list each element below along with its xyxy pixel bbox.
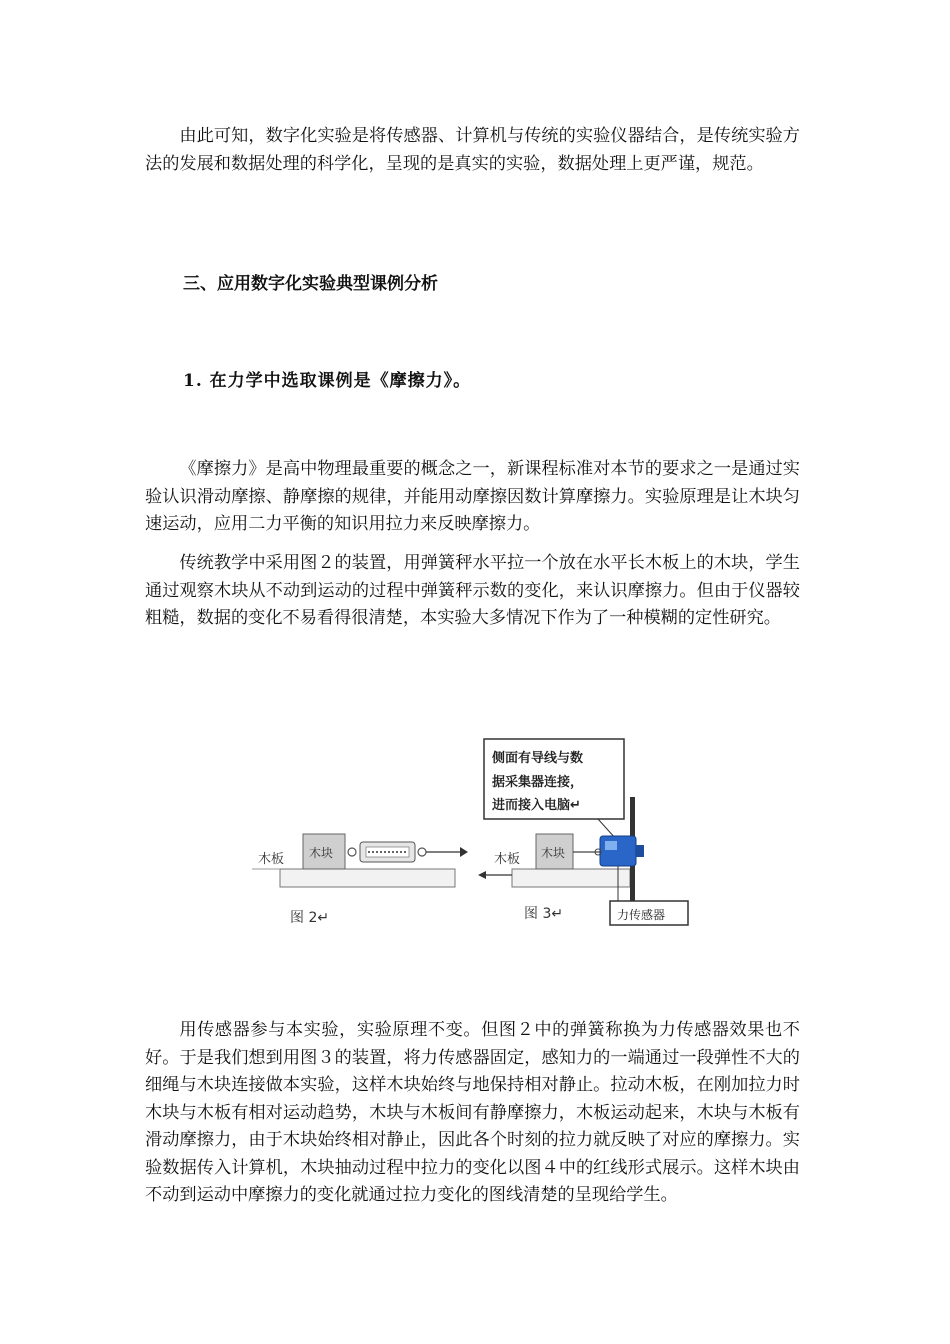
fig2-board <box>280 869 455 887</box>
fig2-caption: 图 2↵ <box>290 910 330 926</box>
fig3-callout-line1: 侧面有导线与数 <box>492 751 584 766</box>
figure-2 <box>252 834 468 926</box>
subsection-heading: 1. 在力学中选取课例是《摩擦力》。 <box>183 371 472 391</box>
fig3-board <box>512 869 630 887</box>
paragraph-friction-intro: 《摩擦力》是高中物理最重要的概念之一，新课程标准对本节的要求之一是通过实验认识滑动摩擦、静摩擦的规律，并能用动摩擦因数计算摩擦力。实验原理是让木块匀速运动，应用二力平衡的知识用拉力来反映摩擦力。 <box>145 459 800 534</box>
fig3-callout-line3: 进而接入电脑↵ <box>492 798 581 813</box>
section-heading: 三、应用数字化实验典型课例分析 <box>183 274 438 294</box>
fig2-arrow-head <box>460 847 468 857</box>
fig3-sensor-label: 力传感器 <box>617 908 666 922</box>
paragraph-conclusion: 由此可知，数字化实验是将传感器、计算机与传统的实验仪器结合，是传统实验方法的发展和数据处理的科学化，呈现的是真实的实验，数据处理上更严谨，规范。 <box>145 126 800 174</box>
fig3-force-sensor <box>600 836 636 866</box>
fig2-board-label: 木板 <box>258 852 285 867</box>
fig3-sensor-highlight <box>605 841 617 850</box>
figure-3 <box>478 739 688 925</box>
fig2-ring <box>418 848 426 856</box>
fig2-hook <box>348 848 356 856</box>
fig3-board-arrow-head <box>478 871 486 879</box>
fig2-block-label: 木块 <box>309 846 334 860</box>
paragraph-traditional-method: 传统教学中采用图２的装置，用弹簧秤水平拉一个放在水平长木板上的木块，学生通过观察木块从不动到运动的过程中弹簧秤示数的变化，来认识摩擦力。但由于仪器较粗糙，数据的变化不易看得很清楚，本实验大多情况下作为了一种模糊的定性研究。 <box>145 553 800 628</box>
fig3-caption: 图 3↵ <box>524 906 564 922</box>
experiment-figure <box>0 735 950 935</box>
fig3-callout-line2: 据采集器连接， <box>492 775 584 790</box>
fig3-block-label: 木块 <box>541 846 566 860</box>
fig3-sensor-clamp <box>636 845 644 857</box>
paragraph-sensor-method: 用传感器参与本实验，实验原理不变。但图２中的弹簧称换为力传感器效果也不好。于是我们想到用图３的装置，将力传感器固定，感知力的一端通过一段弹性不大的细绳与木块连接做本实验，这样木块始终与地保持相对静止。拉动木板，在刚加拉力时木块与木板有相对运动趋势，木块与木板间有静摩擦力，木板运动起来，木块与木板有滑动摩擦力，由于木块始终相对静止，因此各个时刻的拉力就反映了对应的摩擦力。实验数据传入计算机，木块抽动过程中拉力的变化以图４中的红线形式展示。这样木块由不动到运动中摩擦力的变化就通过拉力变化的图线清楚的呈现给学生。 <box>145 1020 800 1205</box>
fig3-board-label: 木板 <box>494 852 521 867</box>
